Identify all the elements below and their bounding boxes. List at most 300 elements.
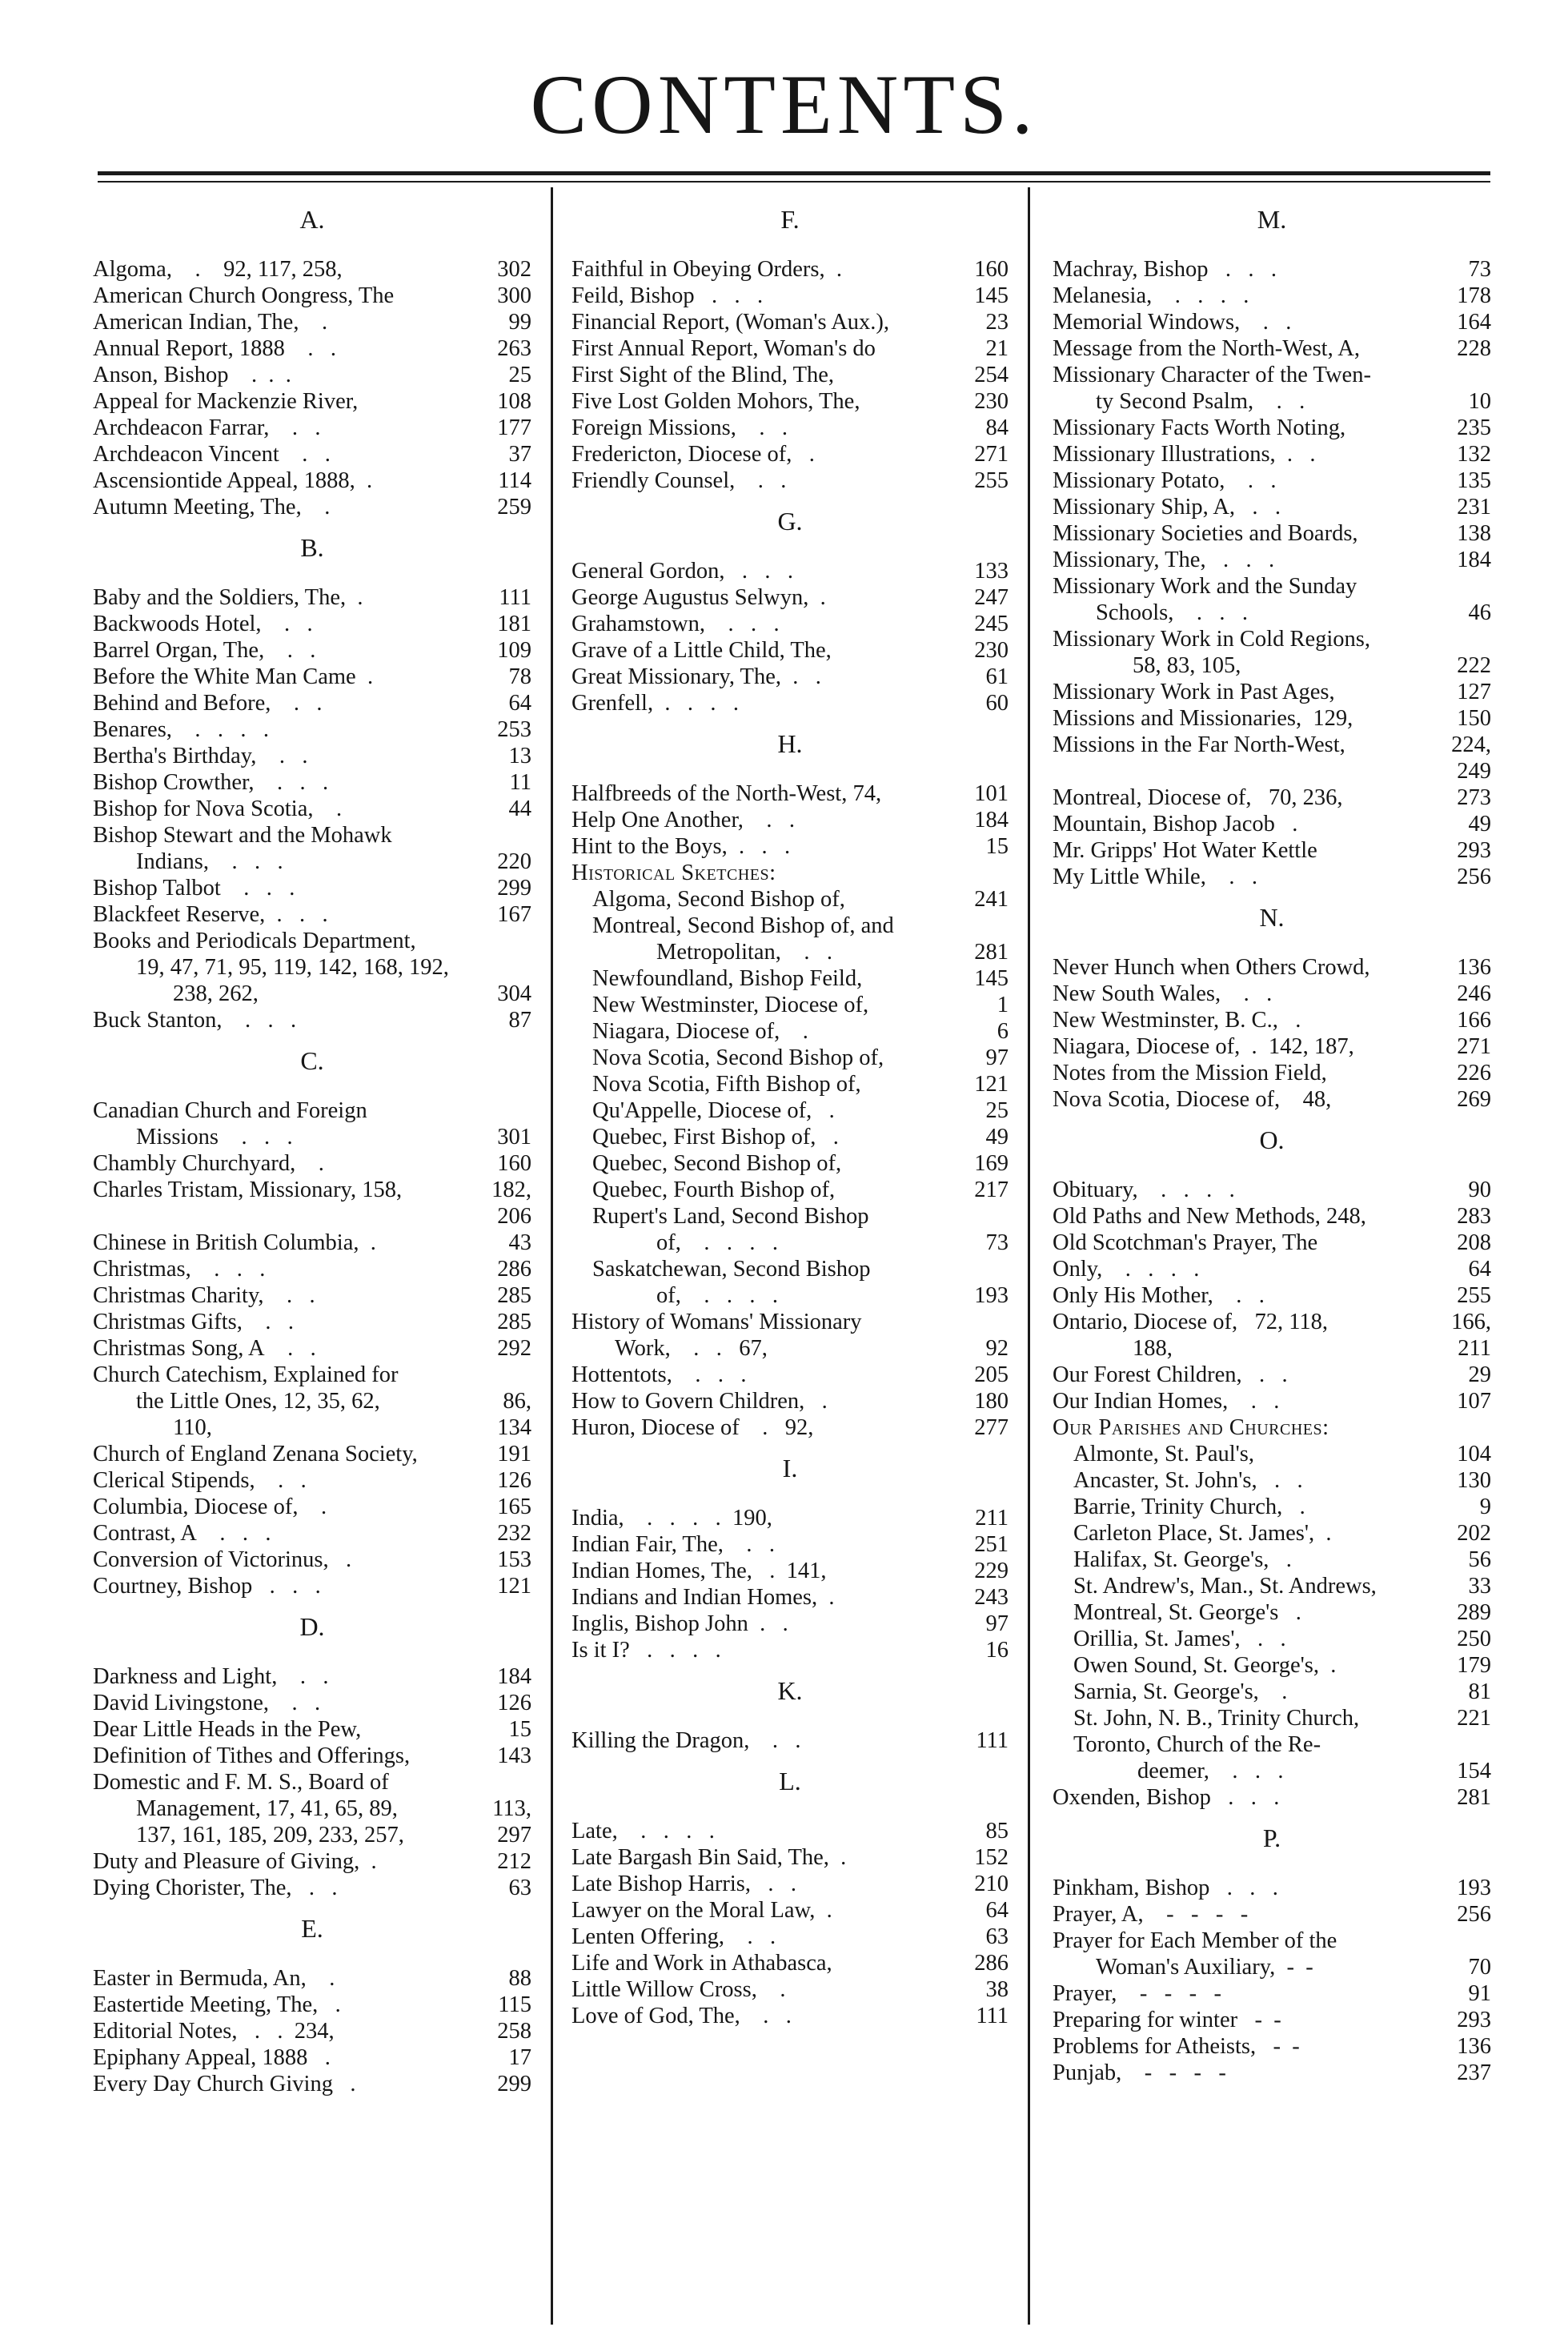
entry-title: Friendly Counsel, . . [571, 468, 787, 493]
entry-title: Christmas, . . . [93, 1257, 266, 1282]
index-entry [93, 388, 531, 415]
entry-title: 58, 83, 105, [1133, 653, 1241, 678]
index-entry [571, 1924, 1009, 1950]
index-subheading [571, 860, 1009, 886]
entry-title: New South Wales, . . [1053, 981, 1273, 1006]
entry-title: Our Forest Children, . . [1053, 1362, 1288, 1387]
index-entry [93, 1743, 531, 1769]
entry-title: New Westminster, B. C., . [1053, 1008, 1301, 1033]
entry-title [1053, 758, 1452, 784]
entry-page-number: 166, [1451, 1310, 1491, 1334]
index-entry [1053, 758, 1491, 784]
entry-page-number: 293 [1457, 2008, 1491, 2032]
index-entry [1053, 1086, 1491, 1113]
entry-page-number: 90 [1468, 1178, 1491, 1202]
entry-page-number: 160 [497, 1151, 531, 1176]
entry-title: Obituary, . . . . [1053, 1178, 1235, 1202]
entry-title: Problems for Atheists, - - [1053, 2034, 1300, 2059]
entry-title: ty Second Psalm, . . [1096, 389, 1305, 414]
index-entry [93, 743, 531, 769]
entry-title: Contrast, A . . . [93, 1521, 271, 1546]
entry-page-number [527, 1362, 531, 1388]
index-entry [93, 1097, 531, 1124]
index-entry [571, 1018, 1009, 1045]
entry-title: Missionary Work in Past Ages, [1053, 680, 1335, 704]
entry-title: Little Willow Cross, . [571, 1977, 786, 2002]
index-entry [93, 1362, 531, 1388]
index-entry [93, 901, 531, 928]
index-entry [571, 1897, 1009, 1924]
index-entry [571, 309, 1009, 335]
index-entry [93, 849, 531, 875]
index-entry [1053, 1362, 1491, 1388]
entry-page-number: 11 [509, 770, 531, 795]
entry-page-number: 302 [497, 257, 531, 282]
entry-page-number: 114 [498, 468, 531, 493]
index-column-2 [571, 200, 1009, 2040]
entry-page-number: 226 [1457, 1061, 1491, 1085]
entry-page-number: 243 [974, 1585, 1009, 1610]
entry-title: 238, 262, [173, 981, 259, 1006]
entry-page-number: 184 [1457, 548, 1491, 572]
index-entry [571, 467, 1009, 494]
index-entry [571, 1256, 1009, 1282]
entry-page-number: 177 [497, 415, 531, 440]
entry-page-number: 283 [1457, 1204, 1491, 1229]
entry-title: Behind and Before, . . [93, 691, 323, 716]
index-entry [571, 1097, 1009, 1124]
entry-page-number: 293 [1457, 838, 1491, 863]
index-entry [93, 664, 531, 690]
index-entry [93, 1663, 531, 1690]
entry-title: Missionary Ship, A, . . [1053, 495, 1281, 520]
entry-title: George Augustus Selwyn, . [571, 585, 826, 610]
entry-page-number: 87 [508, 1008, 531, 1033]
entry-page-number: 229 [974, 1559, 1009, 1583]
index-entry [93, 611, 531, 637]
entry-page-number: 81 [1468, 1679, 1491, 1704]
entry-title: Foreign Missions, . . [571, 415, 788, 440]
entry-title: Benares, . . . . [93, 717, 270, 742]
index-entry [93, 954, 531, 981]
entry-page-number: 289 [1457, 1600, 1491, 1625]
entry-title [93, 1203, 492, 1230]
index-entry [571, 992, 1009, 1018]
index-section [93, 203, 531, 520]
index-column-3 [1053, 200, 1491, 2097]
entry-page-number: 273 [1457, 785, 1491, 810]
index-section [571, 1452, 1009, 1663]
index-entry [571, 584, 1009, 611]
entry-title: Our Indian Homes, . . [1053, 1389, 1280, 1414]
entry-page-number: 256 [1457, 865, 1491, 889]
entry-title: Financial Report, (Woman's Aux.), [571, 310, 890, 335]
index-entry [1053, 1060, 1491, 1086]
entry-title: Bishop Stewart and the Mohawk [93, 823, 392, 848]
entry-title: My Little While, . . [1053, 865, 1257, 889]
entry-page-number: 101 [974, 781, 1009, 806]
index-entry [93, 981, 531, 1007]
index-entry [1053, 520, 1491, 547]
index-entry [93, 1230, 531, 1256]
entry-title: Missions in the Far North-West, [1053, 732, 1345, 757]
entry-title: Nova Scotia, Second Bishop of, [592, 1045, 884, 1070]
entry-title: Missionary Work and the Sunday [1053, 574, 1357, 599]
entry-title: Missionary Facts Worth Noting, [1053, 415, 1346, 440]
entry-page-number [527, 822, 531, 849]
index-entry [571, 611, 1009, 637]
entry-title: Dear Little Heads in the Pew, [93, 1717, 362, 1742]
entry-title: Barrie, Trinity Church, . [1073, 1494, 1305, 1519]
entry-page-number: 46 [1468, 600, 1491, 625]
section-letter: M. [1257, 205, 1287, 234]
entry-title: Backwoods Hotel, . . [93, 612, 313, 636]
entry-page-number: 63 [985, 1924, 1009, 1949]
entry-page-number: 6 [997, 1019, 1009, 1044]
entry-page-number: 210 [974, 1872, 1009, 1896]
entry-page-number: 23 [985, 310, 1009, 335]
entry-page-number: 286 [497, 1257, 531, 1282]
index-entry [571, 780, 1009, 807]
entry-page-number: 38 [985, 1977, 1009, 2002]
entry-title: Bertha's Birthday, . . [93, 744, 308, 768]
index-entry [571, 939, 1009, 965]
index-entry [93, 769, 531, 796]
index-entry [1053, 1875, 1491, 1901]
index-entry [571, 1637, 1009, 1663]
index-entry [571, 1071, 1009, 1097]
entry-title: Missions . . . [136, 1125, 293, 1149]
entry-page-number: 292 [497, 1336, 531, 1361]
index-entry [1053, 1679, 1491, 1705]
index-entry [93, 1848, 531, 1875]
entry-title: Clerical Stipends, . . [93, 1468, 307, 1493]
index-entry [1053, 954, 1491, 981]
entry-title: Darkness and Light, . . [93, 1664, 329, 1689]
entry-title: St. John, N. B., Trinity Church, [1073, 1706, 1360, 1731]
entry-title: Late Bargash Bin Said, The, . [571, 1845, 847, 1870]
entry-page-number [527, 1769, 531, 1795]
index-entry [571, 1388, 1009, 1414]
entry-title: Editorial Notes, . . 234, [93, 2019, 335, 2044]
index-section [571, 203, 1009, 494]
entry-title: Books and Periodicals Department, [93, 929, 416, 953]
index-entry [571, 1531, 1009, 1558]
entry-page-number: 136 [1457, 955, 1491, 980]
index-entry [93, 2018, 531, 2044]
index-entry [93, 1467, 531, 1494]
entry-title: Courtney, Bishop . . . [93, 1574, 321, 1599]
entry-title: Fredericton, Diocese of, . [571, 442, 815, 467]
entry-page-number: 184 [974, 808, 1009, 832]
index-section [93, 532, 531, 1033]
entry-title: Before the White Man Came . [93, 664, 374, 689]
index-entry [93, 441, 531, 467]
section-letter: E. [301, 1914, 323, 1943]
index-entry [1053, 1928, 1491, 1954]
index-entry [1053, 1652, 1491, 1679]
entry-page-number: 132 [1457, 442, 1491, 467]
index-entry [571, 1203, 1009, 1230]
entry-title: Conversion of Victorinus, . [93, 1547, 352, 1572]
entry-title: New Westminster, Diocese of, [592, 993, 869, 1017]
index-entry [93, 1414, 531, 1441]
index-entry [1053, 1731, 1491, 1758]
entry-page-number: 160 [974, 257, 1009, 282]
entry-page-number: 127 [1457, 680, 1491, 704]
index-entry [1053, 652, 1491, 679]
entry-page-number: 56 [1468, 1547, 1491, 1572]
entry-title: Nova Scotia, Diocese of, 48, [1053, 1087, 1332, 1112]
index-entry [571, 335, 1009, 362]
entry-page-number: 73 [985, 1230, 1009, 1255]
column-divider [1028, 187, 1030, 2325]
entry-title: Quebec, First Bishop of, . [592, 1125, 839, 1149]
entry-page-number: 109 [497, 638, 531, 663]
section-letter: O. [1259, 1125, 1285, 1154]
entry-title: Easter in Bermuda, An, . [93, 1966, 335, 1991]
index-entry [571, 913, 1009, 939]
index-entry [571, 388, 1009, 415]
entry-title: Metropolitan, . . [656, 940, 833, 965]
page-title: CONTENTS. [530, 58, 1038, 151]
entry-page-number: 152 [974, 1845, 1009, 1870]
index-entry [1053, 309, 1491, 335]
entry-page-number: 145 [974, 283, 1009, 308]
index-entry [93, 1388, 531, 1414]
entry-page-number: 111 [499, 585, 531, 610]
entry-title: Missions and Missionaries, 129, [1053, 706, 1353, 731]
entry-title: Autumn Meeting, The, . [93, 495, 331, 520]
index-entry [1053, 1784, 1491, 1811]
index-entry [1053, 1256, 1491, 1282]
entry-page-number: 253 [497, 717, 531, 742]
index-entry [1053, 981, 1491, 1007]
entry-page-number: 165 [497, 1494, 531, 1519]
index-entry [93, 335, 531, 362]
entry-page-number: 16 [985, 1638, 1009, 1663]
entry-page-number: 247 [974, 585, 1009, 610]
index-entry [93, 256, 531, 283]
entry-page-number: 249 [1457, 759, 1491, 784]
entry-page-number: 235 [1457, 415, 1491, 440]
entry-title: Archdeacon Farrar, . . [93, 415, 321, 440]
entry-page-number: 271 [974, 442, 1009, 467]
entry-title: Indian Fair, The, . . [571, 1532, 775, 1557]
entry-title: Notes from the Mission Field, [1053, 1061, 1327, 1085]
entry-title: Only His Mother, . . [1053, 1283, 1265, 1308]
entry-title: Pinkham, Bishop . . . [1053, 1876, 1278, 1900]
index-section [93, 1611, 531, 1901]
entry-title: Huron, Diocese of . 92, [571, 1415, 814, 1440]
section-letter: B. [300, 533, 324, 562]
entry-title: Duty and Pleasure of Giving, . [93, 1849, 377, 1874]
entry-page-number [527, 1097, 531, 1124]
index-section [93, 1045, 531, 1599]
index-entry [1053, 626, 1491, 652]
entry-page-number: 121 [974, 1072, 1009, 1097]
index-entry [1053, 494, 1491, 520]
entry-page-number: 263 [497, 336, 531, 361]
entry-title: Oxenden, Bishop . . . [1053, 1785, 1280, 1810]
entry-page-number: 255 [974, 468, 1009, 493]
index-entry [93, 690, 531, 716]
index-entry [93, 1256, 531, 1282]
entry-page-number [1486, 362, 1491, 388]
entry-page-number: 126 [497, 1691, 531, 1715]
entry-page-number: 277 [974, 1415, 1009, 1440]
entry-page-number [1486, 573, 1491, 600]
entry-page-number: 301 [497, 1125, 531, 1149]
entry-title: Christmas Charity, . . [93, 1283, 315, 1308]
entry-title: Halifax, St. George's, . [1073, 1547, 1292, 1572]
entry-page-number: 285 [497, 1310, 531, 1334]
entry-title: Indian Homes, The, . 141, [571, 1559, 827, 1583]
index-entry [1053, 1758, 1491, 1784]
entry-page-number [1004, 860, 1009, 886]
index-entry [1053, 1033, 1491, 1060]
entry-page-number [1004, 1309, 1009, 1335]
entry-page-number [1486, 1414, 1491, 1441]
entry-title: Newfoundland, Bishop Feild, [592, 966, 863, 991]
index-entry [1053, 362, 1491, 388]
entry-page-number: 304 [497, 981, 531, 1006]
entry-page-number: 228 [1457, 336, 1491, 361]
entry-title: Bishop Crowther, . . . [93, 770, 329, 795]
entry-title: American Church Oongress, The [93, 283, 395, 308]
index-entry [571, 1584, 1009, 1611]
entry-title: Indians, . . . [136, 849, 283, 874]
entry-title: Chambly Churchyard, . [93, 1151, 324, 1176]
section-letter: C. [300, 1046, 324, 1075]
entry-page-number: 182, [491, 1178, 531, 1202]
index-entry [93, 584, 531, 611]
section-letter: F. [780, 205, 800, 234]
entry-title: Feild, Bishop . . . [571, 283, 764, 308]
entry-page-number: 49 [1468, 812, 1491, 837]
entry-title: Historical Sketches: [571, 861, 776, 885]
index-entry [93, 1520, 531, 1547]
entry-page-number: 21 [985, 336, 1009, 361]
section-letter: P. [1262, 1823, 1281, 1852]
entry-title: Faithful in Obeying Orders, . [571, 257, 842, 282]
index-entry [1053, 573, 1491, 600]
entry-title: Every Day Church Giving . [93, 2072, 356, 2096]
section-letter: A. [299, 205, 325, 234]
entry-title: Montreal, St. George's . [1073, 1600, 1301, 1625]
entry-title: 19, 47, 71, 95, 119, 142, 168, 192, [136, 955, 449, 980]
index-entry [93, 1822, 531, 1848]
entry-page-number: 84 [985, 415, 1009, 440]
entry-title: Memorial Windows, . . [1053, 310, 1292, 335]
entry-title: Help One Another, . . [571, 808, 796, 832]
entry-title: Niagara, Diocese of, . [592, 1019, 808, 1044]
entry-page-number: 97 [985, 1611, 1009, 1636]
entry-page-number: 297 [497, 1823, 531, 1848]
entry-title: Old Paths and New Methods, 248, [1053, 1204, 1366, 1229]
entry-page-number: 237 [1457, 2060, 1491, 2085]
index-entry [93, 1690, 531, 1716]
index-entry [93, 637, 531, 664]
entry-page-number: 269 [1457, 1087, 1491, 1112]
entry-title: of, . . . . [656, 1230, 778, 1255]
entry-title: the Little Ones, 12, 35, 62, [136, 1389, 380, 1414]
entry-title: Eastertide Meeting, The, . [93, 1992, 341, 2017]
index-section [1053, 203, 1491, 890]
index-section [93, 1912, 531, 2097]
section-letter: N. [1259, 903, 1285, 932]
entry-page-number: 25 [508, 363, 531, 387]
entry-page-number: 164 [1457, 310, 1491, 335]
index-entry [93, 1150, 531, 1177]
entry-page-number: 143 [497, 1743, 531, 1768]
entry-title: Is it I? . . . . [571, 1638, 721, 1663]
index-entry [1053, 732, 1491, 758]
index-entry [93, 283, 531, 309]
index-entry [93, 796, 531, 822]
index-entry [571, 1362, 1009, 1388]
entry-title: St. Andrew's, Man., St. Andrews, [1073, 1574, 1377, 1599]
index-entry [571, 2003, 1009, 2029]
entry-title: Blackfeet Reserve, . . . [93, 902, 328, 927]
index-entry [1053, 388, 1491, 415]
index-entry [93, 1441, 531, 1467]
index-entry [571, 1150, 1009, 1177]
index-entry [1053, 1282, 1491, 1309]
entry-title: Missionary, The, . . . [1053, 548, 1275, 572]
entry-page-number: 259 [497, 495, 531, 520]
index-entry [571, 558, 1009, 584]
entry-page-number: 150 [1457, 706, 1491, 731]
index-section [1053, 1822, 1491, 2086]
entry-title: Definition of Tithes and Offerings, [93, 1743, 411, 1768]
index-entry [93, 415, 531, 441]
entry-title: Annual Report, 1888 . . [93, 336, 336, 361]
entry-title: Lawyer on the Moral Law, . [571, 1898, 832, 1923]
entry-title: Montreal, Diocese of, 70, 236, [1053, 785, 1343, 810]
index-entry [93, 2071, 531, 2097]
index-entry [93, 362, 531, 388]
column-divider [551, 187, 553, 2325]
index-entry [1053, 256, 1491, 283]
entry-page-number: 217 [974, 1178, 1009, 1202]
entry-page-number [1004, 1256, 1009, 1282]
entry-title: Machray, Bishop . . . [1053, 257, 1277, 282]
entry-title: Never Hunch when Others Crowd, [1053, 955, 1370, 980]
index-entry [1053, 864, 1491, 890]
entry-title: Inglis, Bishop John . . [571, 1611, 788, 1636]
entry-page-number: 299 [497, 2072, 531, 2096]
index-entry [1053, 1573, 1491, 1599]
entry-title: Missionary Character of the Twen- [1053, 363, 1371, 387]
index-entry [93, 1335, 531, 1362]
entry-title: Nova Scotia, Fifth Bishop of, [592, 1072, 861, 1097]
entry-page-number: 246 [1457, 981, 1491, 1006]
index-entry [93, 1203, 531, 1230]
index-entry [93, 1007, 531, 1033]
entry-title: Killing the Dragon, . . [571, 1728, 801, 1753]
index-entry [93, 467, 531, 494]
entry-page-number: 222 [1457, 653, 1491, 678]
index-entry [93, 1177, 531, 1203]
entry-title: Mr. Gripps' Hot Water Kettle [1053, 838, 1317, 863]
entry-page-number: 115 [498, 1992, 531, 2017]
entry-page-number: 134 [497, 1415, 531, 1440]
entry-title: Christmas Song, A . . [93, 1336, 316, 1361]
entry-page-number: 251 [974, 1532, 1009, 1557]
index-entry [1053, 1467, 1491, 1494]
entry-page-number: 208 [1457, 1230, 1491, 1255]
